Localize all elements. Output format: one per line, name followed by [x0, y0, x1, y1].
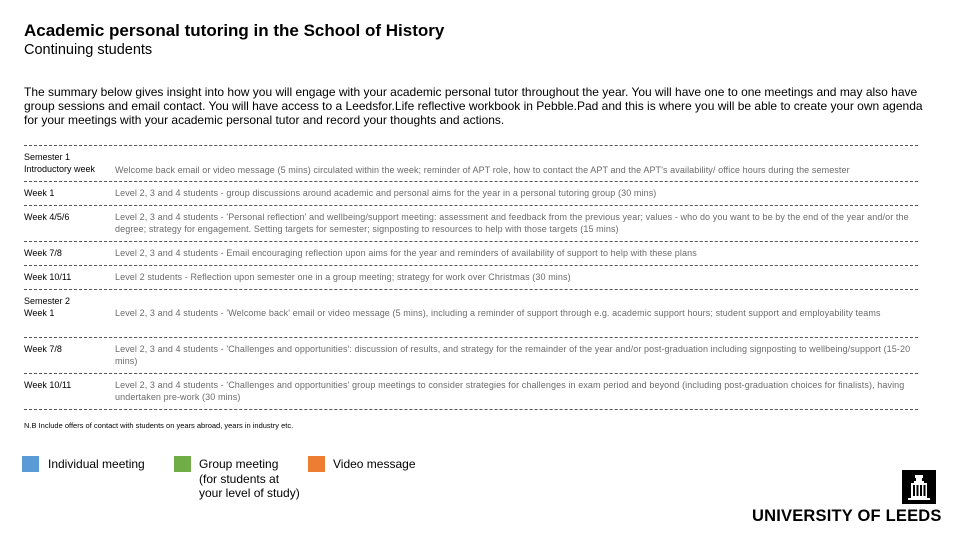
university-crest-icon [902, 470, 936, 504]
row-text: Level 2 students - Reflection upon semester one in a group meeting; strategy for work over Christmas (30 mins) [115, 272, 571, 282]
row-text: Level 2, 3 and 4 students - 'Personal reflection' and wellbeing/support meeting: assessment and feedback from the previous year; values - who do you want to be by the end of the year and/or the degree; strategy for engagement. Setting targets for semester; signposting to resources to help with those targets (15 mins) [115, 212, 909, 234]
row-label: Week 7/8 [24, 344, 62, 354]
divider [24, 265, 918, 266]
legend-swatch-group [174, 456, 191, 472]
legend-label-line: (for students at [199, 471, 280, 486]
row-label-line1: Semester 1 [24, 152, 71, 162]
divider [24, 205, 918, 206]
row-label-line2: Introductory week [24, 163, 96, 174]
row-text: Level 2, 3 and 4 students - Email encouraging reflection upon aims for the year and reminders of availability of support to help with these plans [115, 248, 697, 258]
legend-swatch-individual [22, 456, 39, 472]
divider [24, 181, 918, 182]
row-label [24, 296, 112, 319]
divider [24, 145, 918, 146]
row-text: Level 2, 3 and 4 students - 'Challenges and opportunities': discussion of results, and strategy for the remainder of the year and/or post-graduation including signposting to wellbeing/support (15-20 mins) [115, 344, 911, 366]
university-logo [752, 470, 942, 526]
row-label: Week 10/11 [24, 380, 72, 390]
legend-label-individual: Individual meeting [48, 457, 145, 471]
divider [24, 241, 918, 242]
legend-swatch-video [308, 456, 325, 472]
page-title: Academic personal tutoring in the School of History [24, 21, 445, 40]
row-text: Level 2, 3 and 4 students - 'Welcome back' email or video message (5 mins), including a reminder of support through e.g. academic support hours; student support and employability teams [115, 308, 881, 318]
footnote: N.B Include offers of contact with students on years abroad, years in industry etc. [24, 421, 294, 430]
row-text: Level 2, 3 and 4 students - 'Challenges and opportunities' group meetings to consider strategies for challenges in exam period and beyond (including post-graduation choices for finalists), having undertaken pre-work (30 mins) [115, 380, 905, 402]
intro-paragraph: The summary below gives insight into how you will engage with your academic personal tutor throughout the year. You will have one to one meetings and may also have group sessions and email contact. You will have access to a Leedsfor.Life reflective workbook in Pebble.Pad and this is where you will be able to create your own agenda for your meetings with your academic personal tutor and record your thoughts and actions. [24, 85, 923, 127]
row-text: Welcome back email or video message (5 mins) circulated within the week; reminder of APT role, how to contact the APT and the APT's availability/ office hours during the semester [115, 165, 850, 175]
legend-label-video: Video message [333, 457, 416, 471]
legend-label-line: Group meeting [199, 457, 279, 471]
logo-wordmark: UNIVERSITY OF LEEDS [752, 507, 942, 525]
row-label: Week 1 [24, 188, 55, 198]
divider [24, 337, 918, 338]
row-label: Week 10/11 [24, 272, 72, 282]
row-label [24, 152, 112, 175]
row-label: Week 4/5/6 [24, 212, 70, 222]
row-label: Week 7/8 [24, 248, 62, 258]
legend-label-group [199, 457, 300, 501]
row-label-line2: Week 1 [24, 307, 55, 318]
row-text: Level 2, 3 and 4 students - group discussions around academic and personal aims for the year in a personal tutoring group (30 mins) [115, 188, 657, 198]
divider [24, 373, 918, 374]
divider [24, 289, 918, 290]
page-subtitle: Continuing students [24, 42, 153, 58]
legend-label-line: your level of study) [199, 486, 300, 500]
row-label-line1: Semester 2 [24, 296, 71, 306]
divider [24, 409, 918, 410]
